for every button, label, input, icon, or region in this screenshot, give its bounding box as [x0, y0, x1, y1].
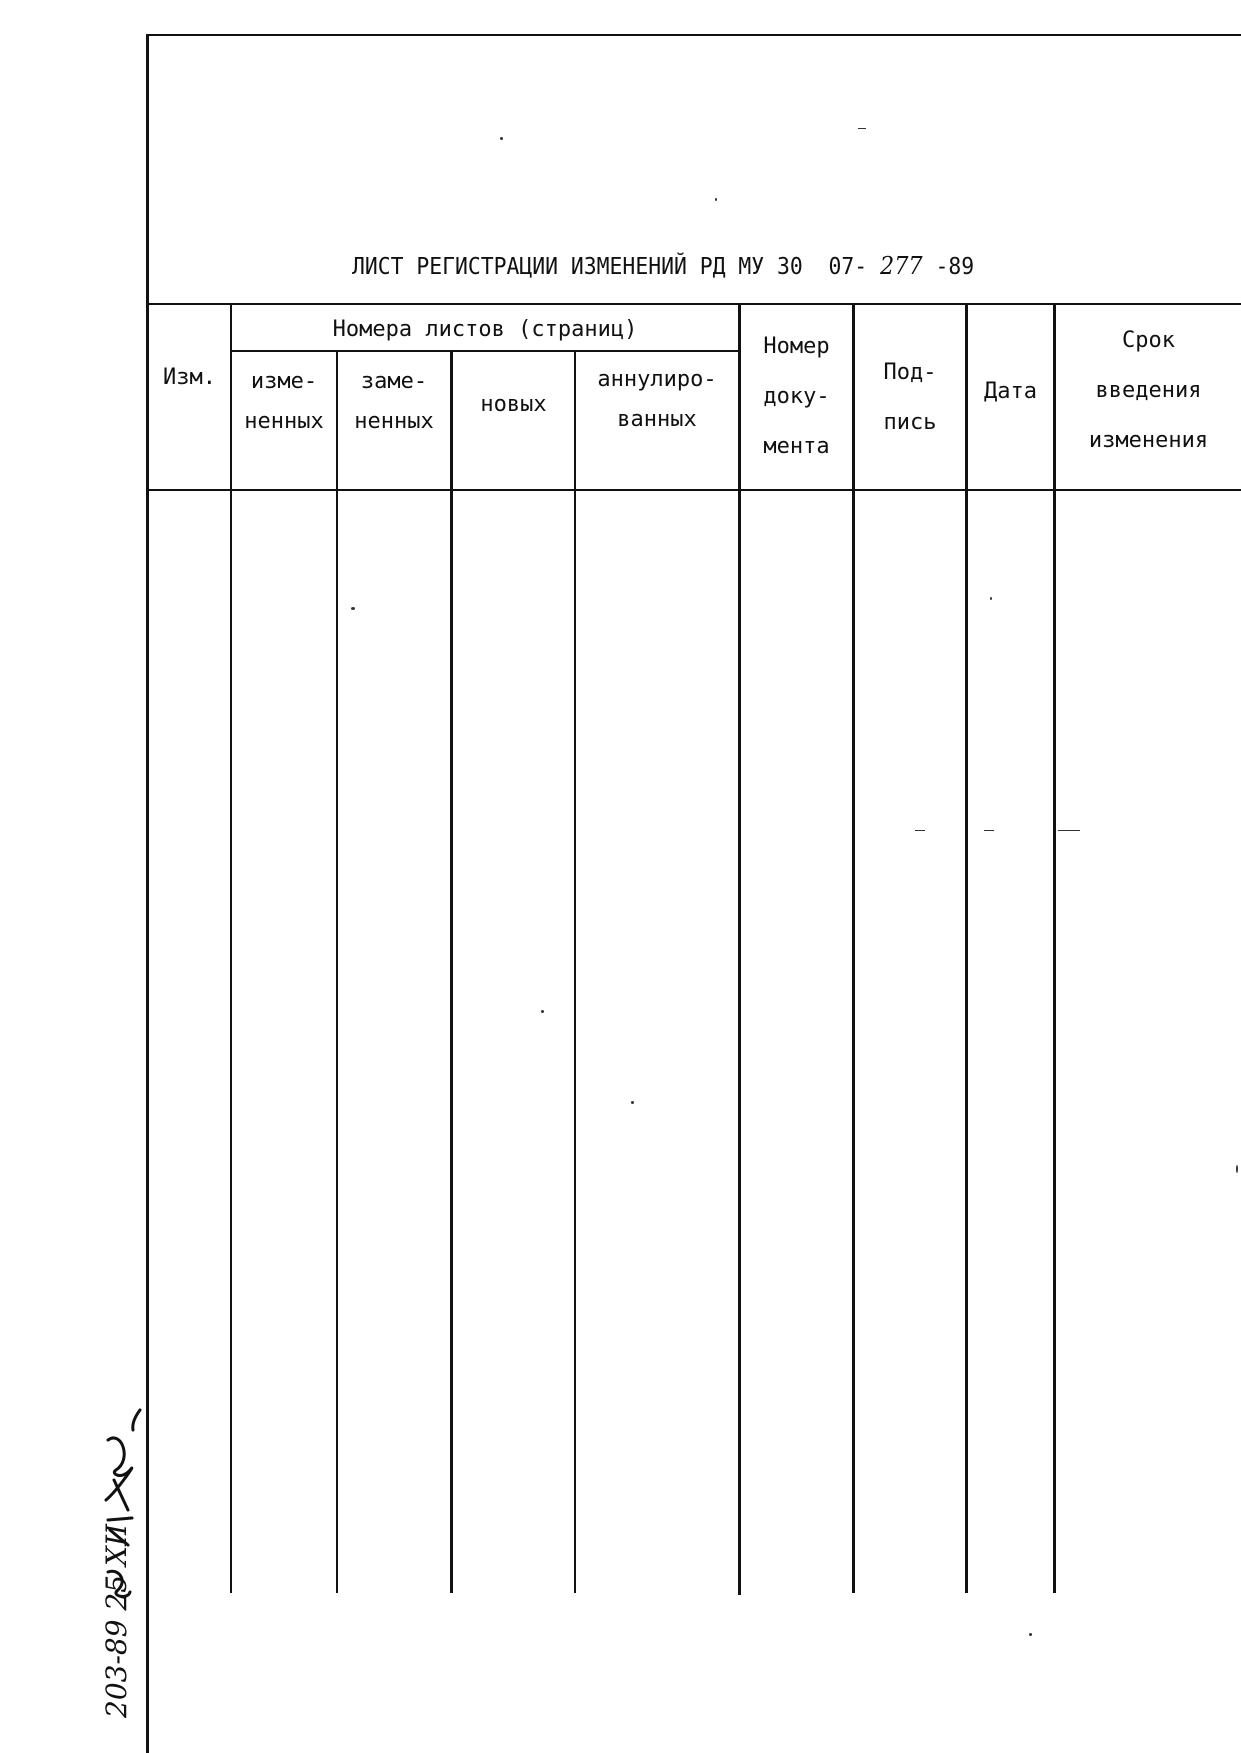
table-top-line: [146, 303, 1241, 305]
scan-speck: [351, 607, 355, 610]
header-bottom-line: [146, 489, 1241, 491]
group-header-underline: [230, 350, 740, 352]
header-group-sheet-numbers: Номера листов (страниц): [332, 317, 638, 342]
col-divider-4: [574, 350, 576, 1593]
title-prefix: ЛИСТ РЕГИСТРАЦИИ ИЗМЕНЕНИЙ РД МУ 30: [352, 254, 803, 280]
header-novyh: новых: [480, 392, 547, 417]
title-handwritten-number: 277: [880, 252, 923, 280]
scan-speck: [715, 198, 717, 201]
header-podpis: Под- пись: [883, 360, 937, 435]
col-divider-5: [738, 303, 741, 1595]
header-zamenennyh: заме- ненных: [354, 369, 434, 434]
header-data: Дата: [984, 379, 1037, 404]
header-srok: Срок введения изменения: [1088, 328, 1209, 453]
scan-speck: [500, 137, 503, 140]
scan-speck: [990, 597, 992, 600]
header-izm: Изм.: [163, 365, 216, 390]
handwritten-margin-note: [88, 1400, 158, 1720]
scan-speck: [1058, 830, 1080, 831]
col-divider-6: [852, 303, 855, 1593]
scan-speck: [1029, 1633, 1032, 1636]
margin-note-text: 203-89 25 XII: [100, 1523, 133, 1718]
frame-top-border: [146, 34, 1241, 36]
header-annulirovannyh: аннулиро- ванных: [597, 367, 717, 432]
scan-speck: [1236, 1165, 1238, 1173]
title-suffix: -89: [935, 254, 975, 280]
scan-speck: [631, 1101, 634, 1104]
scan-speck: [858, 128, 866, 129]
header-izmenennyh: изме- ненных: [244, 369, 324, 434]
scan-speck: [541, 1010, 544, 1013]
col-divider-2: [336, 350, 338, 1593]
col-divider-1: [230, 303, 232, 1593]
col-divider-7: [965, 303, 968, 1593]
scan-speck: [915, 830, 925, 831]
col-divider-8: [1053, 303, 1056, 1593]
header-nomer-dokumenta: Номер доку- мента: [763, 334, 830, 459]
page-title: [352, 252, 974, 280]
col-divider-3: [450, 350, 453, 1593]
title-middle: 07-: [828, 254, 868, 280]
scan-speck: [984, 830, 994, 831]
